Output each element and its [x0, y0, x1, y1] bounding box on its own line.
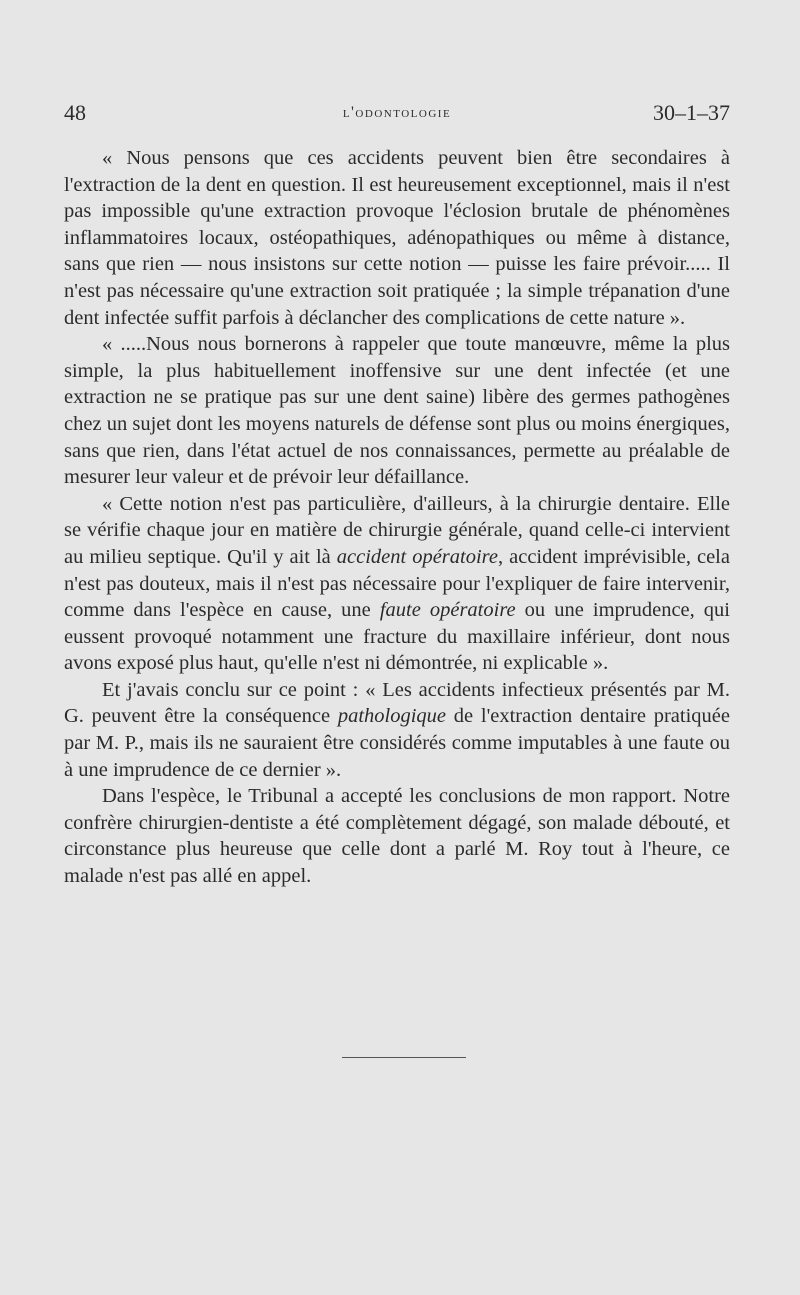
paragraph-3 — [64, 491, 730, 677]
body-text — [64, 145, 730, 890]
paragraph-4 — [64, 677, 730, 783]
italic-pathologique: pathologique — [337, 705, 447, 728]
italic-accident-operatoire: accident opératoire — [336, 545, 498, 568]
section-end-rule — [342, 1057, 466, 1058]
journal-title: l'odontologie — [342, 104, 452, 121]
italic-faute-operatoire: faute opératoire — [379, 599, 516, 622]
paragraph-5-text: Dans l'espèce, le Tribunal a accepté les conclusions de mon rapport. Notre confrère chirurgien-dentiste a été complètement dégagé, son malade débouté, et circonstance plus heureuse que celle dont a parlé M. Roy tout à l'heure, ce malade n'est pas allé en appel. — [64, 785, 730, 888]
paragraph-4-text-a: Et j'avais conclu sur ce point : « Les accidents infectieux présentés par M. G. peuvent être la conséquence — [64, 678, 730, 728]
issue-date: 30–1–37 — [653, 100, 730, 125]
paragraph-3-text-b: , accident imprévisible, cela n'est pas douteux, mais il n'est pas nécessaire pour l'expliquer de faire intervenir, comme dans l'espèce en cause, une — [64, 545, 730, 622]
paragraph-1 — [64, 145, 730, 331]
paragraph-3-text-a: « Cette notion n'est pas particulière, d'ailleurs, à la chirurgie dentaire. Elle se vérifie chaque jour en matière de chirurgie générale, quand celle-ci intervient au milieu septique. Qu'il y ait là — [64, 492, 730, 568]
paragraph-4-text-b: de l'extraction dentaire pratiquée par M. P., mais ils ne sauraient être considérés comme imputables à une faute ou à une imprudence de ce dernier ». — [64, 705, 730, 781]
paragraph-2 — [64, 331, 730, 491]
paragraph-5 — [64, 783, 730, 889]
paragraph-3-text-c: ou une imprudence, qui eussent provoqué notamment une fracture du maxillaire inférieur, dont nous avons exposé plus haut, qu'elle n'est ni démontrée, ni explicable ». — [64, 599, 731, 675]
paragraph-2-text: « .....Nous nous bornerons à rappeler que toute manœuvre, même la plus simple, la plus habituellement inoffensive sur une dent infectée (et une extraction ne se pratique pas sur une dent saine) libère des germes pathogènes chez un sujet dont les moyens naturels de défense sont plus ou moins énergiques, sans que rien, dans l'état actuel de nos connaissances, permette au préalable de mesurer leur valeur et de prévoir leur défaillance. — [64, 333, 730, 489]
paragraph-1-text: « Nous pensons que ces accidents peuvent bien être secondaires à l'extraction de la dent en question. Il est heureusement exceptionnel, mais il n'est pas impossible qu'une extraction provoque l'éclosion brutale de phénomènes inflammatoires locaux, ostéopathiques, adénopathiques ou même à distance, sans que rien — nous insistons sur cette notion — puisse les faire prévoir..... Il n'est pas nécessaire qu'une extraction soit pratiquée ; la simple trépanation d'une dent infectée suffit parfois à déclancher des complications de cette nature ». — [64, 147, 730, 329]
running-header — [64, 100, 730, 128]
page-number: 48 — [64, 100, 86, 125]
